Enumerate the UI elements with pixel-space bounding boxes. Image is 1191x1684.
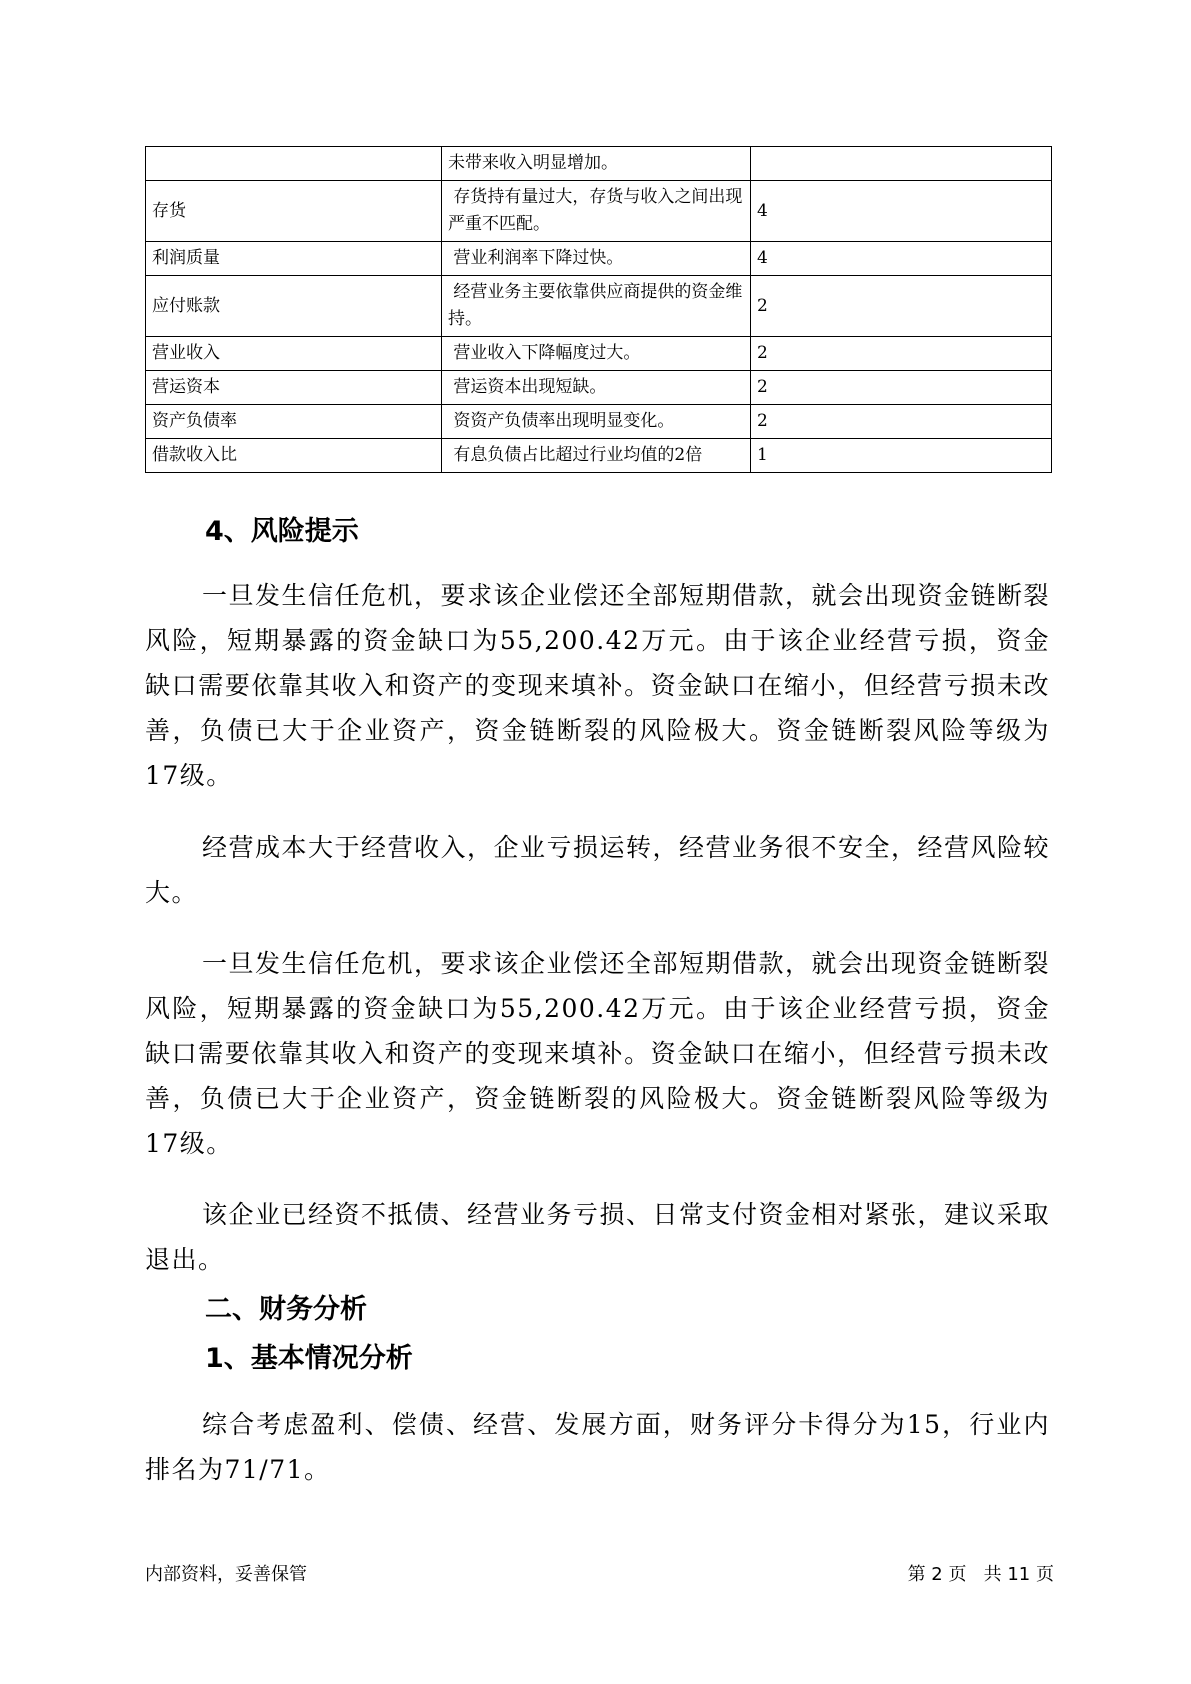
table-cell-score: 1 — [751, 439, 1052, 473]
table-cell-description: 未带来收入明显增加。 — [442, 147, 751, 181]
table-cell-description: 有息负债占比超过行业均值的2倍 — [442, 439, 751, 473]
footer-confidential-note: 内部资料，妥善保管 — [145, 1564, 307, 1585]
table-cell-description: 经营业务主要依靠供应商提供的资金维持。 — [442, 276, 751, 337]
table-cell-item: 营业收入 — [146, 337, 442, 371]
table-cell-score: 2 — [751, 371, 1052, 405]
table-row — [146, 337, 1052, 371]
table-cell-item: 资产负债率 — [146, 405, 442, 439]
paragraph-basic-analysis: 综合考虑盈利、偿债、经营、发展方面，财务评分卡得分为15，行业内排名为71/71。 — [145, 1410, 1050, 1484]
risk-factor-table — [145, 146, 1052, 473]
table-cell-item — [146, 147, 442, 181]
paragraph-risk-4: 该企业已经资不抵债、经营业务亏损、日常支付资金相对紧张，建议采取退出。 — [145, 1200, 1051, 1274]
table-cell-description: 营运资本出现短缺。 — [442, 371, 751, 405]
table-cell-description: 存货持有量过大，存货与收入之间出现严重不匹配。 — [442, 181, 751, 242]
table-cell-description: 营业收入下降幅度过大。 — [442, 337, 751, 371]
section-heading-risk-warning: 4、风险提示 — [205, 516, 359, 547]
paragraph-risk-2: 经营成本大于经营收入，企业亏损运转，经营业务很不安全，经营风险较大。 — [145, 833, 1051, 907]
table-cell-score: 2 — [751, 276, 1052, 337]
subsection-heading-basic: 1、基本情况分析 — [205, 1343, 413, 1374]
table-row — [146, 181, 1052, 242]
table-cell-score: 4 — [751, 242, 1052, 276]
table-cell-score: 2 — [751, 405, 1052, 439]
table-row — [146, 439, 1052, 473]
table-cell-item: 存货 — [146, 181, 442, 242]
table-cell-score: 2 — [751, 337, 1052, 371]
table-row — [146, 147, 1052, 181]
table-row — [146, 276, 1052, 337]
table-cell-item: 营运资本 — [146, 371, 442, 405]
table-row — [146, 242, 1052, 276]
table-cell-score — [751, 147, 1052, 181]
footer-page-number: 第 2 页 共 11 页 — [907, 1564, 1054, 1585]
table-cell-item: 利润质量 — [146, 242, 442, 276]
table-cell-item: 借款收入比 — [146, 439, 442, 473]
section-heading-finance: 二、财务分析 — [205, 1294, 367, 1325]
table-cell-description: 营业利润率下降过快。 — [442, 242, 751, 276]
table-cell-description: 资资产负债率出现明显变化。 — [442, 405, 751, 439]
table-row — [146, 405, 1052, 439]
paragraph-risk-1: 一旦发生信任危机，要求该企业偿还全部短期借款，就会出现资金链断裂风险，短期暴露的资金缺口为55,200.42万元。由于该企业经营亏损，资金缺口需要依靠其收入和资产的变现来填补。资金缺口在缩小，但经营亏损未改善，负债已大于企业资产，资金链断裂的风险极大。资金链断裂风险等级为17级。 — [145, 581, 1051, 790]
table-row — [146, 371, 1052, 405]
table-cell-item: 应付账款 — [146, 276, 442, 337]
table-cell-score: 4 — [751, 181, 1052, 242]
paragraph-risk-3: 一旦发生信任危机，要求该企业偿还全部短期借款，就会出现资金链断裂风险，短期暴露的资金缺口为55,200.42万元。由于该企业经营亏损，资金缺口需要依靠其收入和资产的变现来填补。资金缺口在缩小，但经营亏损未改善，负债已大于企业资产，资金链断裂的风险极大。资金链断裂风险等级为17级。 — [145, 949, 1051, 1158]
